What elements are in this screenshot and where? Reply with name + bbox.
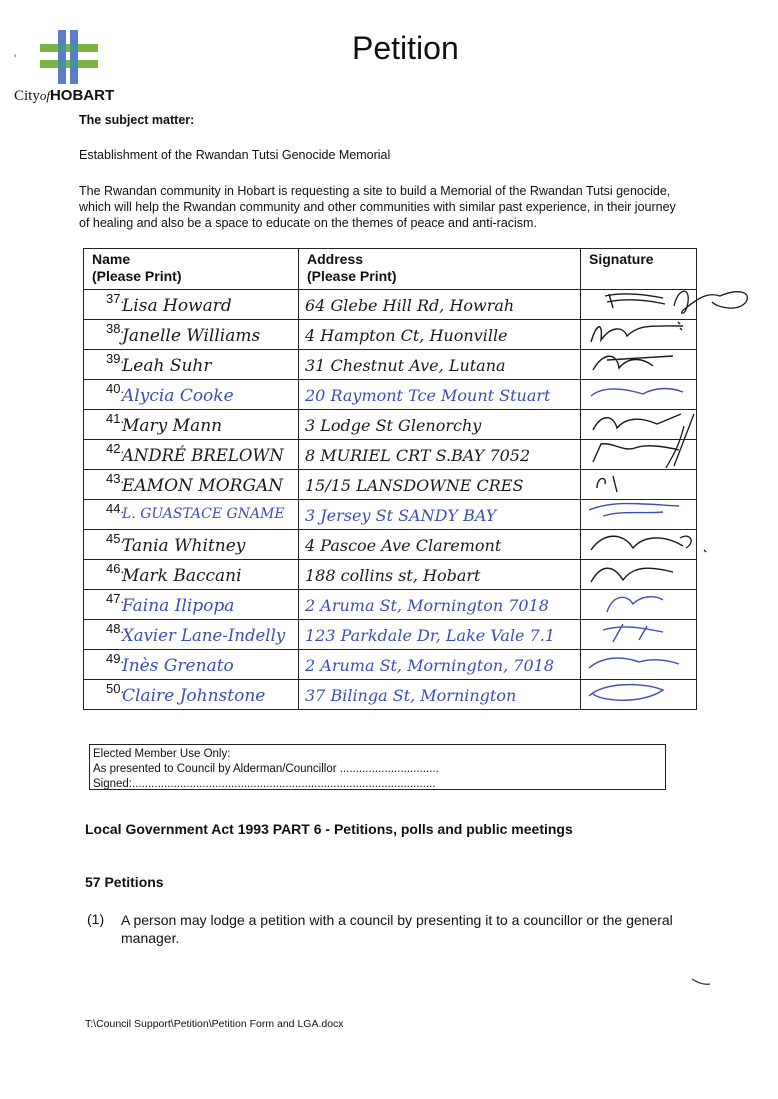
- table-row: [84, 410, 697, 440]
- handwritten-name: Alycia Cooke: [122, 386, 234, 406]
- row-number: 42.: [106, 441, 125, 456]
- handwritten-address: 4 Hampton Ct, Huonville: [305, 326, 508, 345]
- clause-number: (1): [87, 911, 105, 927]
- address-cell: [299, 470, 581, 500]
- handwritten-name: Mary Mann: [122, 416, 223, 436]
- row-number: 41.: [106, 411, 125, 426]
- hobart-logo-icon: [40, 30, 98, 84]
- page-title: Petition: [352, 30, 459, 66]
- signature-overflow-scribble: [668, 278, 758, 338]
- table-row: [84, 590, 697, 620]
- signature-overflow-scribble-2: [650, 410, 710, 560]
- handwritten-name: ANDRÉ BRELOWN: [122, 446, 284, 465]
- subject-label: The subject matter:: [79, 113, 195, 127]
- table-row: [84, 470, 697, 500]
- name-cell: [84, 590, 299, 620]
- name-cell: [84, 530, 299, 560]
- signature-cell: [581, 680, 697, 710]
- handwritten-address: 2 Aruma St, Mornington, 7018: [305, 656, 555, 675]
- handwritten-name: Lisa Howard: [122, 296, 232, 316]
- handwritten-address: 20 Raymont Tce Mount Stuart: [305, 386, 551, 405]
- section-heading: 57 Petitions: [85, 874, 164, 890]
- handwritten-signature: [583, 620, 687, 648]
- table-body: [84, 290, 697, 710]
- signature-cell: [581, 620, 697, 650]
- table-row: [84, 530, 697, 560]
- name-cell: [84, 320, 299, 350]
- handwritten-signature: [583, 650, 687, 678]
- signature-cell: [581, 380, 697, 410]
- handwritten-name: Faina Ilipopa: [122, 596, 235, 616]
- address-cell: [299, 440, 581, 470]
- row-number: 40.: [106, 381, 125, 396]
- name-cell: [84, 620, 299, 650]
- name-cell: [84, 470, 299, 500]
- name-cell: [84, 350, 299, 380]
- clause-text: A person may lodge a petition with a council by presenting it to a councillor or the general manager.: [121, 912, 673, 946]
- table-row: [84, 440, 697, 470]
- handwritten-address: 3 Jersey St SANDY BAY: [305, 506, 497, 525]
- row-number: 38.: [106, 321, 125, 336]
- name-cell: [84, 290, 299, 320]
- header-name: Name (Please Print): [84, 249, 299, 290]
- table-row: [84, 680, 697, 710]
- handwritten-name: Inès Grenato: [122, 656, 234, 676]
- handwritten-address: 8 MURIEL CRT S.BAY 7052: [305, 446, 531, 465]
- name-cell: [84, 680, 299, 710]
- signature-cell: [581, 590, 697, 620]
- handwritten-signature: [583, 380, 687, 408]
- name-cell: [84, 650, 299, 680]
- table-header-row: [84, 249, 697, 290]
- handwritten-name: Leah Suhr: [122, 356, 212, 376]
- table-row: [84, 560, 697, 590]
- header-signature: Signature: [581, 249, 697, 290]
- handwritten-address: 64 Glebe Hill Rd, Howrah: [305, 296, 515, 315]
- address-cell: [299, 650, 581, 680]
- handwritten-address: 123 Parkdale Dr, Lake Vale 7.1: [305, 626, 556, 645]
- subject-text: Establishment of the Rwandan Tutsi Genocide Memorial: [79, 148, 391, 162]
- handwritten-address: 37 Bilinga St, Mornington: [305, 686, 517, 705]
- stray-tick-mark: [690, 975, 712, 989]
- address-cell: [299, 620, 581, 650]
- address-cell: [299, 530, 581, 560]
- table-row: [84, 380, 697, 410]
- signature-cell: [581, 650, 697, 680]
- address-cell: [299, 560, 581, 590]
- handwritten-address: 188 collins st, Hobart: [305, 566, 481, 585]
- table-row: [84, 320, 697, 350]
- row-number: 44.: [106, 501, 125, 516]
- table-row: [84, 500, 697, 530]
- row-number: 43.: [106, 471, 125, 486]
- row-number: 45.: [106, 531, 125, 546]
- table-row: [84, 290, 697, 320]
- city-of-hobart-logo: [14, 30, 126, 108]
- handwritten-name: Claire Johnstone: [122, 686, 266, 706]
- elected-member-box: [89, 744, 666, 790]
- logo-wordmark: CityofHOBART: [14, 87, 115, 104]
- handwritten-name: EAMON MORGAN: [122, 476, 284, 496]
- header-address: Address (Please Print): [299, 249, 581, 290]
- name-cell: [84, 500, 299, 530]
- handwritten-address: 31 Chestnut Ave, Lutana: [305, 356, 506, 375]
- handwritten-signature: [583, 590, 687, 618]
- stray-pen-mark: ': [14, 52, 17, 66]
- handwritten-name: Xavier Lane-Indelly: [122, 626, 286, 645]
- subject-description: The Rwandan community in Hobart is requesting a site to build a Memorial of the Rwandan Tutsi genocide, which will help the Rwandan community and other communities with similar past experience, in their journey of healing and also be a space to educate on the themes of peace and anti-racism.: [79, 184, 676, 230]
- document-file-path: T:\Council Support\Petition\Petition Form and LGA.docx: [85, 1018, 344, 1030]
- handwritten-signature: [583, 350, 687, 378]
- handwritten-name: Janelle Williams: [122, 326, 261, 346]
- name-cell: [84, 410, 299, 440]
- signature-cell: [581, 560, 697, 590]
- handwritten-address: 15/15 LANSDOWNE CRES: [305, 476, 524, 495]
- row-number: 48.: [106, 621, 125, 636]
- handwritten-name: Mark Baccani: [122, 566, 242, 586]
- handwritten-signature: [583, 680, 687, 708]
- address-cell: [299, 680, 581, 710]
- elected-member-title: Elected Member Use Only:: [93, 748, 231, 760]
- handwritten-name: L. GUASTACE GNAME: [122, 506, 285, 522]
- row-number: 49.: [106, 651, 125, 666]
- legislation-heading: Local Government Act 1993 PART 6 - Petitions, polls and public meetings: [85, 821, 573, 837]
- handwritten-signature: [583, 560, 687, 588]
- row-number: 39.: [106, 351, 125, 366]
- elected-member-signed-line: Signed:...............................................................................................: [93, 778, 436, 790]
- row-number: 46.: [106, 561, 125, 576]
- name-cell: [84, 440, 299, 470]
- table-row: [84, 650, 697, 680]
- row-number: 47.: [106, 591, 125, 606]
- table-row: [84, 620, 697, 650]
- handwritten-address: 2 Aruma St, Mornington 7018: [305, 596, 549, 615]
- name-cell: [84, 380, 299, 410]
- petition-signature-table: [83, 248, 697, 710]
- row-number: 50.: [106, 681, 125, 696]
- address-cell: [299, 590, 581, 620]
- table-row: [84, 350, 697, 380]
- address-cell: [299, 500, 581, 530]
- address-cell: [299, 320, 581, 350]
- address-cell: [299, 290, 581, 320]
- row-number: 37.: [106, 291, 125, 306]
- signature-cell: [581, 350, 697, 380]
- handwritten-address: 4 Pascoe Ave Claremont: [305, 536, 502, 555]
- elected-member-presented-line: As presented to Council by Alderman/Councillor ...............................: [93, 763, 439, 775]
- handwritten-address: 3 Lodge St Glenorchy: [305, 416, 482, 435]
- address-cell: [299, 350, 581, 380]
- name-cell: [84, 560, 299, 590]
- handwritten-name: Tania Whitney: [122, 536, 246, 556]
- address-cell: [299, 380, 581, 410]
- address-cell: [299, 410, 581, 440]
